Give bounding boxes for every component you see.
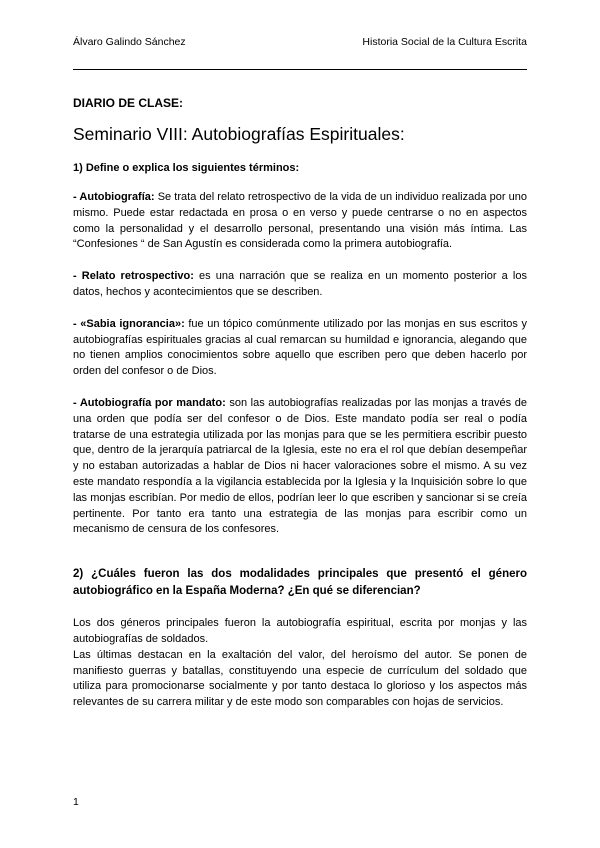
header-author: Álvaro Galindo Sánchez xyxy=(73,36,186,48)
answer-2 xyxy=(73,616,527,711)
term-label: - Autobiografía: xyxy=(73,191,155,203)
definition-text: son las autobiografías realizadas por las monjas a través de una orden que podía ser del confesor o de Dios. Este mandato podía ser real o podía tratarse de una estrategia utilizada por las monjas para que se les permitiera escribir puesto que, dentro de la jerarquía patriarcal de la Iglesia, este no era el rol que debían desempeñar y no estaban autorizadas a hablar de Dios ni hacer valoraciones sobre el mismo. A su vez este mandato respondía a la vigilancia establecida por la Iglesia y la Inquisición sobre lo que las monjas escribían. Por medio de ellos, podrían leer lo que escriben y sancionar si se creía pertinente. Por tanto era tanto una estrategia de las monjas para escribir como un mecanismo de censura de los confesores. xyxy=(73,396,527,536)
definition-text: es una narración que se realiza en un momento posterior a los datos, hechos y acontecimientos que se describen. xyxy=(73,270,527,298)
definition-text: fue un tópico comúnmente utilizado por las monjas en sus escritos y autobiografías espirituales gracias al cual remarcan su humildad e ignorancia, alegando que no tienen amplios conocimientos sobre aquello que escriben pero que deben hacerlo por orden del confesor o de Dios. xyxy=(73,317,527,378)
definition-autobiografia xyxy=(73,190,527,253)
question-2: 2) ¿Cuáles fueron las dos modalidades principales que presentó el género autobiográfico en la España Moderna? ¿En qué se diferencian? xyxy=(73,568,527,598)
header-course: Historia Social de la Cultura Escrita xyxy=(362,36,527,48)
term-label: - Autobiografía por mandato: xyxy=(73,396,226,409)
page-title: Seminario VIII: Autobiografías Espirituales: xyxy=(73,124,405,144)
answer-paragraph: Las últimas destacan en la exaltación del valor, del heroísmo del autor. Se ponen de manifiesto guerras y batallas, constituyendo una especie de currículum del soldado que utiliza para promocionarse socialmente y por tanto destaca lo glorioso y los aspectos más relevantes de su carrera militar y de este modo son comparables con hojas de servicios. xyxy=(73,648,527,709)
definition-sabia-ignorancia xyxy=(73,317,527,380)
definition-relato-retrospectivo xyxy=(73,269,527,301)
definition-text: Se trata del relato retrospectivo de la vida de un individuo realizada por uno mismo. Puede estar redactada en prosa o en verso y puede centrarse o no en aspectos como la personalidad y el desarrollo personal, presentando una visión más íntima. Las “Confesiones “ de San Agustín es considerada como la primera autobiografía. xyxy=(73,191,527,251)
term-label: - Relato retrospectivo: xyxy=(73,270,194,283)
question-1: 1) Define o explica los siguientes términos: xyxy=(73,162,300,174)
definition-autobiografia-por-mandato xyxy=(73,396,527,538)
diary-label: DIARIO DE CLASE: xyxy=(73,96,184,110)
term-label: - «Sabia ignorancia»: xyxy=(73,317,185,330)
document-body xyxy=(73,96,527,711)
header-divider xyxy=(73,69,527,70)
answer-paragraph: Los dos géneros principales fueron la autobiografía espiritual, escrita por monjas y las autobiografías de soldados. xyxy=(73,617,527,645)
page-number: 1 xyxy=(73,796,79,808)
